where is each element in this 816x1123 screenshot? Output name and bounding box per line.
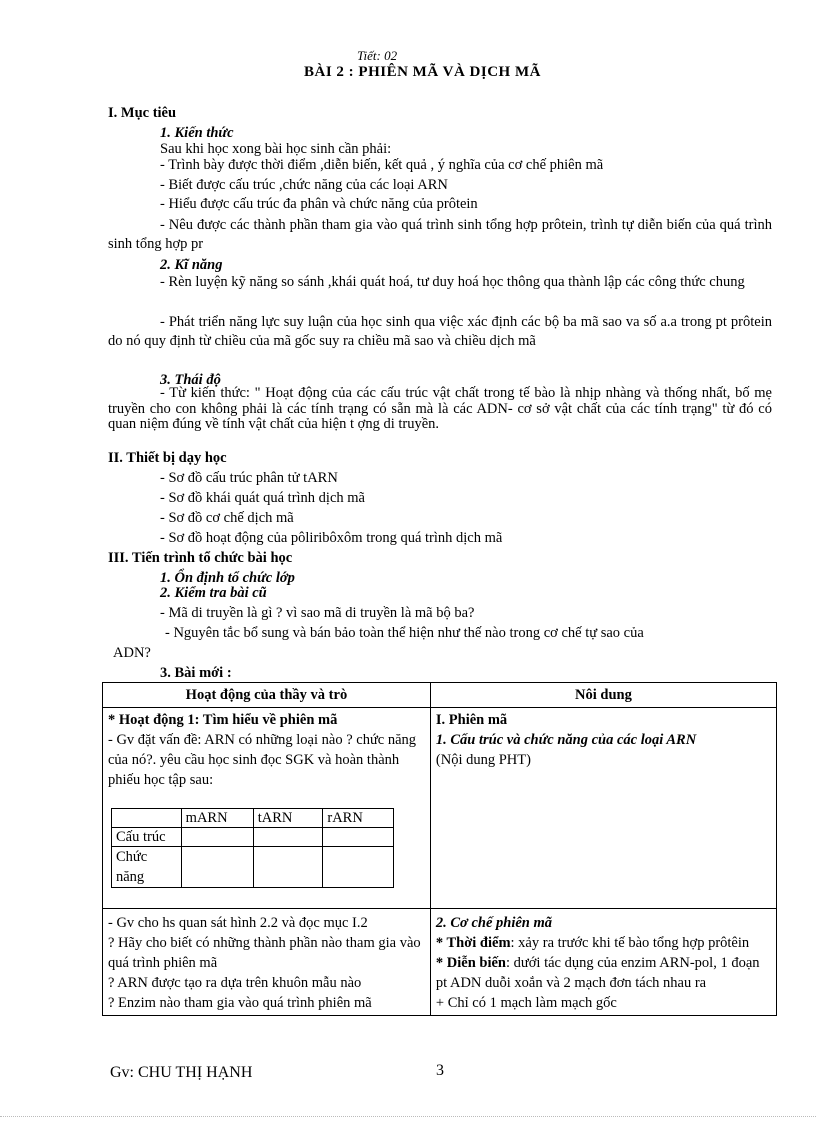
subsection-heading: 2. Kiểm tra bài cũ <box>160 585 267 601</box>
teacher-name: Gv: CHU THỊ HẠNH <box>110 1064 253 1081</box>
process-label: * Diễn biến <box>435 955 506 971</box>
equipment-item: - Sơ đồ hoạt động của pôliribôxôm trong quá trình dịch mã <box>160 530 503 546</box>
attitude-text: - Từ kiến thức: " Hoạt động của các cấu trúc vật chất trong tế bào là nhịp nhàng và thống nhất, bố mẹ truyền cho con không phải là các tính trạng có sẵn mà là các ADN- cơ sở vật chất của các tính trạng" từ đó có quan niệm đúng về tính vật chất của hiện t ợng di truyền. <box>108 385 772 432</box>
page-title: BÀI 2 : PHIÊN MÃ VÀ DỊCH MÃ <box>304 64 541 80</box>
page-number: 3 <box>436 1062 444 1079</box>
table-cell: rARN <box>323 809 394 828</box>
activity-title: * Hoạt động 1: Tìm hiểu về phiên mã <box>108 712 338 728</box>
content-text <box>436 933 771 953</box>
equipment-item: - Sơ đồ cấu trúc phân tử tARN <box>160 470 338 486</box>
table-header-activities: Hoạt động của thầy và trò <box>103 683 431 708</box>
table-cell <box>323 847 394 888</box>
skills-item: - Phát triển năng lực suy luận của học sinh qua việc xác định các bộ ba mã sao va số a.a trong pt prôtein do nó quy định từ chiều của mã gốc suy ra chiều mã sao và chiều dịch mã <box>108 314 772 349</box>
skills-item: - Rèn luyện kỹ năng so sánh ,khái quát hoá, tư duy hoá học thông qua thành lập các công thức chung <box>160 274 745 290</box>
subsection-heading: 1. Ổn định tổ chức lớp <box>160 570 295 586</box>
knowledge-heading: 1. Kiến thức <box>160 125 234 141</box>
content-text <box>436 953 771 993</box>
time-label: * Thời điểm <box>435 935 511 951</box>
activity-text: ? ARN được tạo ra dựa trên khuôn mẫu nào <box>108 975 362 991</box>
activity-text: - Gv đặt vấn đề: ARN có những loại nào ? chức năng của nó?. yêu cầu học sinh đọc SGK và hoàn thành phiếu học tập sau: <box>108 732 417 788</box>
activity-text: - Gv cho hs quan sát hình 2.2 và đọc mục I.2 <box>108 915 368 931</box>
content-cell <box>430 909 776 1016</box>
subsection-heading: 3. Bài mới : <box>160 665 232 681</box>
lesson-number: Tiết: 02 <box>357 48 398 63</box>
section-2-heading: II. Thiết bị dạy học <box>108 450 227 466</box>
activity-text: ? Hãy cho biết có những thành phần nào tham gia vào quá trình phiên mã <box>108 935 421 971</box>
equipment-item: - Sơ đồ cơ chế dịch mã <box>160 510 294 526</box>
activity-text: ? Enzim nào tham gia vào quá trình phiên mã <box>108 995 372 1011</box>
section-1-heading: I. Mục tiêu <box>108 105 177 121</box>
content-subheading: 1. Cấu trúc và chức năng của các loại ARN <box>435 732 697 748</box>
table-cell <box>112 809 182 828</box>
table-row <box>112 847 394 888</box>
review-question: ADN? <box>113 645 151 661</box>
table-cell <box>253 828 323 847</box>
attitude-heading: 3. Thái độ <box>160 372 221 388</box>
activity-cell <box>103 909 431 1016</box>
table-cell <box>253 847 323 888</box>
knowledge-item: - Trình bày được thời điểm ,diễn biến, kết quả , ý nghĩa của cơ chế phiên mã <box>160 157 604 173</box>
table-cell: tARN <box>253 809 323 828</box>
review-question: - Mã di truyền là gì ? vì sao mã di truyền là mã bộ ba? <box>160 605 475 621</box>
table-row <box>112 809 394 828</box>
knowledge-intro: Sau khi học xong bài học sinh cần phải: <box>160 141 392 157</box>
section-3-heading: III. Tiến trình tổ chức bài học <box>108 550 293 566</box>
time-text: : xảy ra trước khi tế bào tổng hợp prôtêin <box>510 935 750 951</box>
content-note: (Nội dung PHT) <box>435 752 531 768</box>
review-question: - Nguyên tắc bổ sung và bán bảo toàn thể hiện như thế nào trong cơ chế tự sao của <box>165 625 644 641</box>
content-heading: I. Phiên mã <box>435 712 508 728</box>
table-cell: Chức năng <box>112 847 182 888</box>
worksheet-table <box>111 808 394 888</box>
table-cell <box>181 828 253 847</box>
content-cell <box>430 708 776 909</box>
content-subheading: 2. Cơ chế phiên mã <box>435 915 553 931</box>
knowledge-item: - Hiểu được cấu trúc đa phân và chức năng của prôtein <box>160 196 478 212</box>
content-text: + Chỉ có 1 mạch làm mạch gốc <box>435 995 617 1011</box>
equipment-item: - Sơ đồ khái quát quá trình dịch mã <box>160 490 365 506</box>
skills-heading: 2. Kĩ năng <box>160 257 223 273</box>
process-text: : dưới tác dụng của enzim ARN-pol, 1 đoạn pt ADN duỗi xoắn và 2 mạch đơn tách nhau ra <box>435 955 760 991</box>
page-bottom-rule <box>0 1116 816 1117</box>
lesson-table <box>102 682 777 1016</box>
activity-cell <box>103 708 431 909</box>
knowledge-item: - Nêu được các thành phần tham gia vào quá trình sinh tổng hợp prôtein, trình tự diễn biến của quá trình sinh tổng hợp pr <box>108 217 772 252</box>
table-cell: mARN <box>181 809 253 828</box>
table-header-content: Nôi dung <box>430 683 776 708</box>
table-row <box>112 828 394 847</box>
table-cell: Cấu trúc <box>112 828 182 847</box>
knowledge-item: - Biết được cấu trúc ,chức năng của các loại ARN <box>160 177 448 193</box>
table-cell <box>181 847 253 888</box>
table-cell <box>323 828 394 847</box>
